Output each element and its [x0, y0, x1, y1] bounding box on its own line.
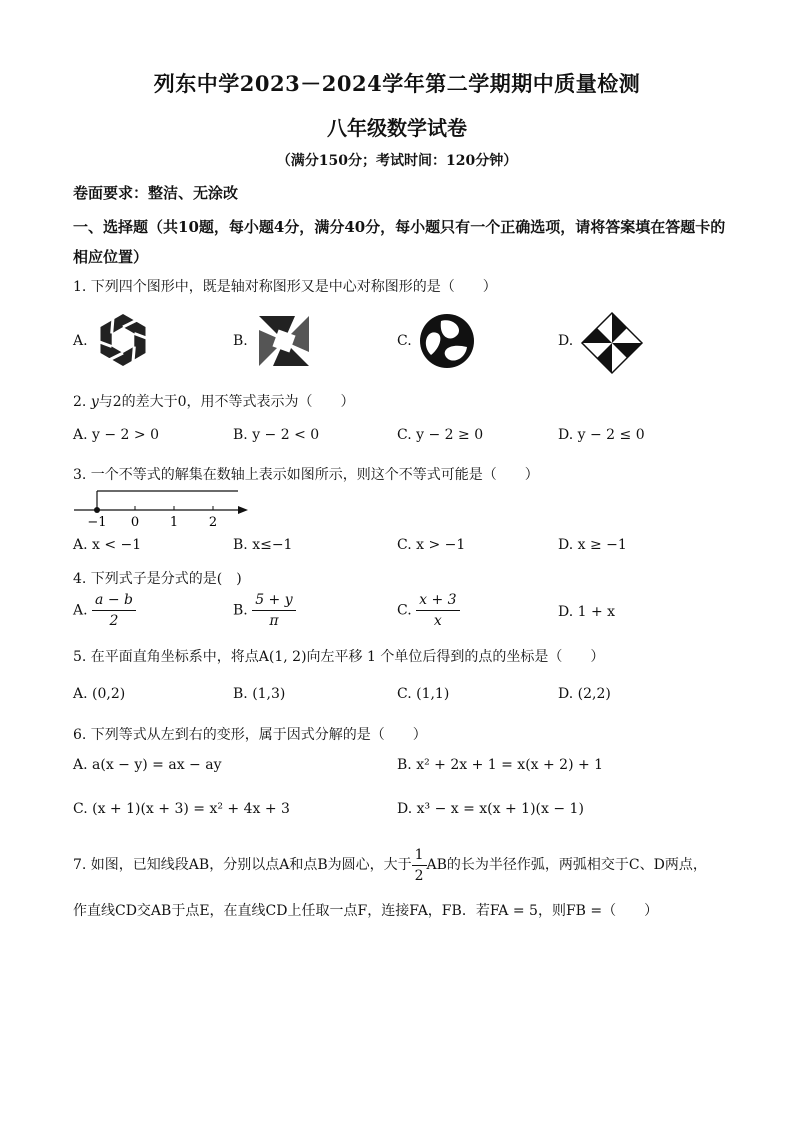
q4-option-a — [73, 592, 136, 629]
tomoe-circle-icon — [418, 312, 476, 370]
section-heading: 一、选择题（共10题，每小题4分，满分40分，每小题只有一个正确选项，请将答案填在答题卡的相应位置） — [73, 218, 726, 266]
pinwheel-square-icon — [255, 312, 313, 370]
q4-option-d-label: D. — [558, 604, 574, 620]
exam-info: （满分150分；考试时间：120分钟） — [276, 153, 518, 169]
fraction-denominator: π — [269, 613, 279, 629]
fraction-denominator: 2 — [414, 867, 424, 884]
question-3-stem: 3. 一个不等式的解集在数轴上表示如图所示，则这个不等式可能是（ ） — [73, 467, 539, 483]
q6-option-b: B. x² + 2x + 1 = x(x + 2) + 1 — [397, 757, 604, 773]
q4-option-c-fraction — [416, 592, 459, 629]
exam-title: 列东中学2023－2024学年第二学期期中质量检测 — [153, 71, 641, 96]
q6-option-c: C. (x + 1)(x + 3) = x² + 4x + 3 — [73, 801, 290, 817]
q2-stem-number: 2. — [73, 394, 91, 410]
fraction-numerator: a − b — [92, 592, 136, 611]
axis-tick-label: −1 — [87, 515, 107, 530]
fraction-numerator: x + 3 — [416, 592, 459, 611]
q2-stem-text: 与2的差大于0，用不等式表示为（ ） — [98, 394, 355, 410]
q3-option-b: B. x≤−1 — [233, 537, 293, 553]
q4-option-a-fraction — [92, 592, 136, 629]
q6-option-d: D. x³ − x = x(x + 1)(x − 1) — [397, 801, 584, 817]
q5-option-b: B. (1,3) — [233, 686, 286, 702]
fraction-numerator: 5 + y — [252, 592, 295, 611]
q4-option-a-label: A. — [73, 602, 88, 619]
q4-option-d-text: 1 + x — [577, 604, 616, 620]
q5-option-a: A. (0,2) — [73, 686, 126, 702]
q2-option-a: A. y − 2 > 0 — [73, 427, 159, 443]
q3-option-c: C. x > −1 — [397, 537, 466, 553]
q4-option-b — [233, 592, 296, 629]
q7-line-1 — [73, 842, 753, 888]
paper-requirements: 卷面要求：整洁、无涂改 — [73, 184, 239, 202]
q5-option-c: C. (1,1) — [397, 686, 450, 702]
fraction-denominator: x — [433, 613, 442, 629]
q4-option-c-label: C. — [397, 602, 412, 619]
hexagon-swirl-icon — [95, 312, 151, 368]
q5-option-d: D. (2,2) — [558, 686, 611, 702]
question-4-stem: 4. 下列式子是分式的是( ) — [73, 571, 242, 587]
q2-stem-variable: y — [90, 394, 99, 410]
q2-option-c: C. y − 2 ≥ 0 — [397, 427, 484, 443]
fraction-numerator: 1 — [412, 847, 427, 866]
q1-option-a-label: A. — [73, 333, 88, 349]
q3-option-a: A. x < −1 — [73, 537, 142, 553]
exam-subtitle: 八年级数学试卷 — [327, 116, 467, 140]
q2-option-d: D. y − 2 ≤ 0 — [558, 427, 645, 443]
question-7-stem — [73, 842, 753, 934]
q1-option-d-label: D. — [558, 333, 574, 349]
q7-text-part: 7. 如图，已知线段AB，分别以点A和点B为圆心，大于 — [73, 857, 412, 873]
question-2-stem — [73, 391, 355, 411]
q4-option-b-fraction — [252, 592, 295, 629]
fraction-denominator: 2 — [109, 613, 119, 629]
q4-option-b-label: B. — [233, 602, 248, 619]
q3-option-d: D. x ≥ −1 — [558, 537, 627, 553]
q1-option-b-label: B. — [233, 333, 248, 349]
q6-option-a: A. a(x − y) = ax − ay — [73, 757, 222, 773]
q7-text-part: AB的长为半径作弧，两弧相交于C、D两点， — [426, 857, 707, 873]
question-5-stem: 5. 在平面直角坐标系中，将点A(1, 2)向左平移 1 个单位后得到的点的坐标是（ ） — [73, 649, 605, 665]
q1-option-c-label: C. — [397, 333, 412, 349]
question-1-stem: 1. 下列四个图形中，既是轴对称图形又是中心对称图形的是（ ） — [73, 279, 497, 295]
number-line-diagram — [72, 486, 252, 530]
axis-tick-label: 1 — [169, 515, 179, 530]
q7-line-2: 作直线CD交AB于点E，在直线CD上任取一点F，连接FA，FB．若FA = 5，则FB =（ ） — [73, 903, 659, 919]
q2-option-b: B. y − 2 < 0 — [233, 427, 320, 443]
q4-option-c — [397, 592, 460, 629]
q4-option-d — [558, 604, 615, 620]
question-6-stem: 6. 下列等式从左到右的变形，属于因式分解的是（ ） — [73, 727, 427, 743]
axis-tick-label: 2 — [208, 515, 218, 530]
axis-tick-label: 0 — [130, 515, 140, 530]
q7-half-fraction — [412, 847, 427, 884]
diamond-pinwheel-icon — [580, 311, 644, 375]
